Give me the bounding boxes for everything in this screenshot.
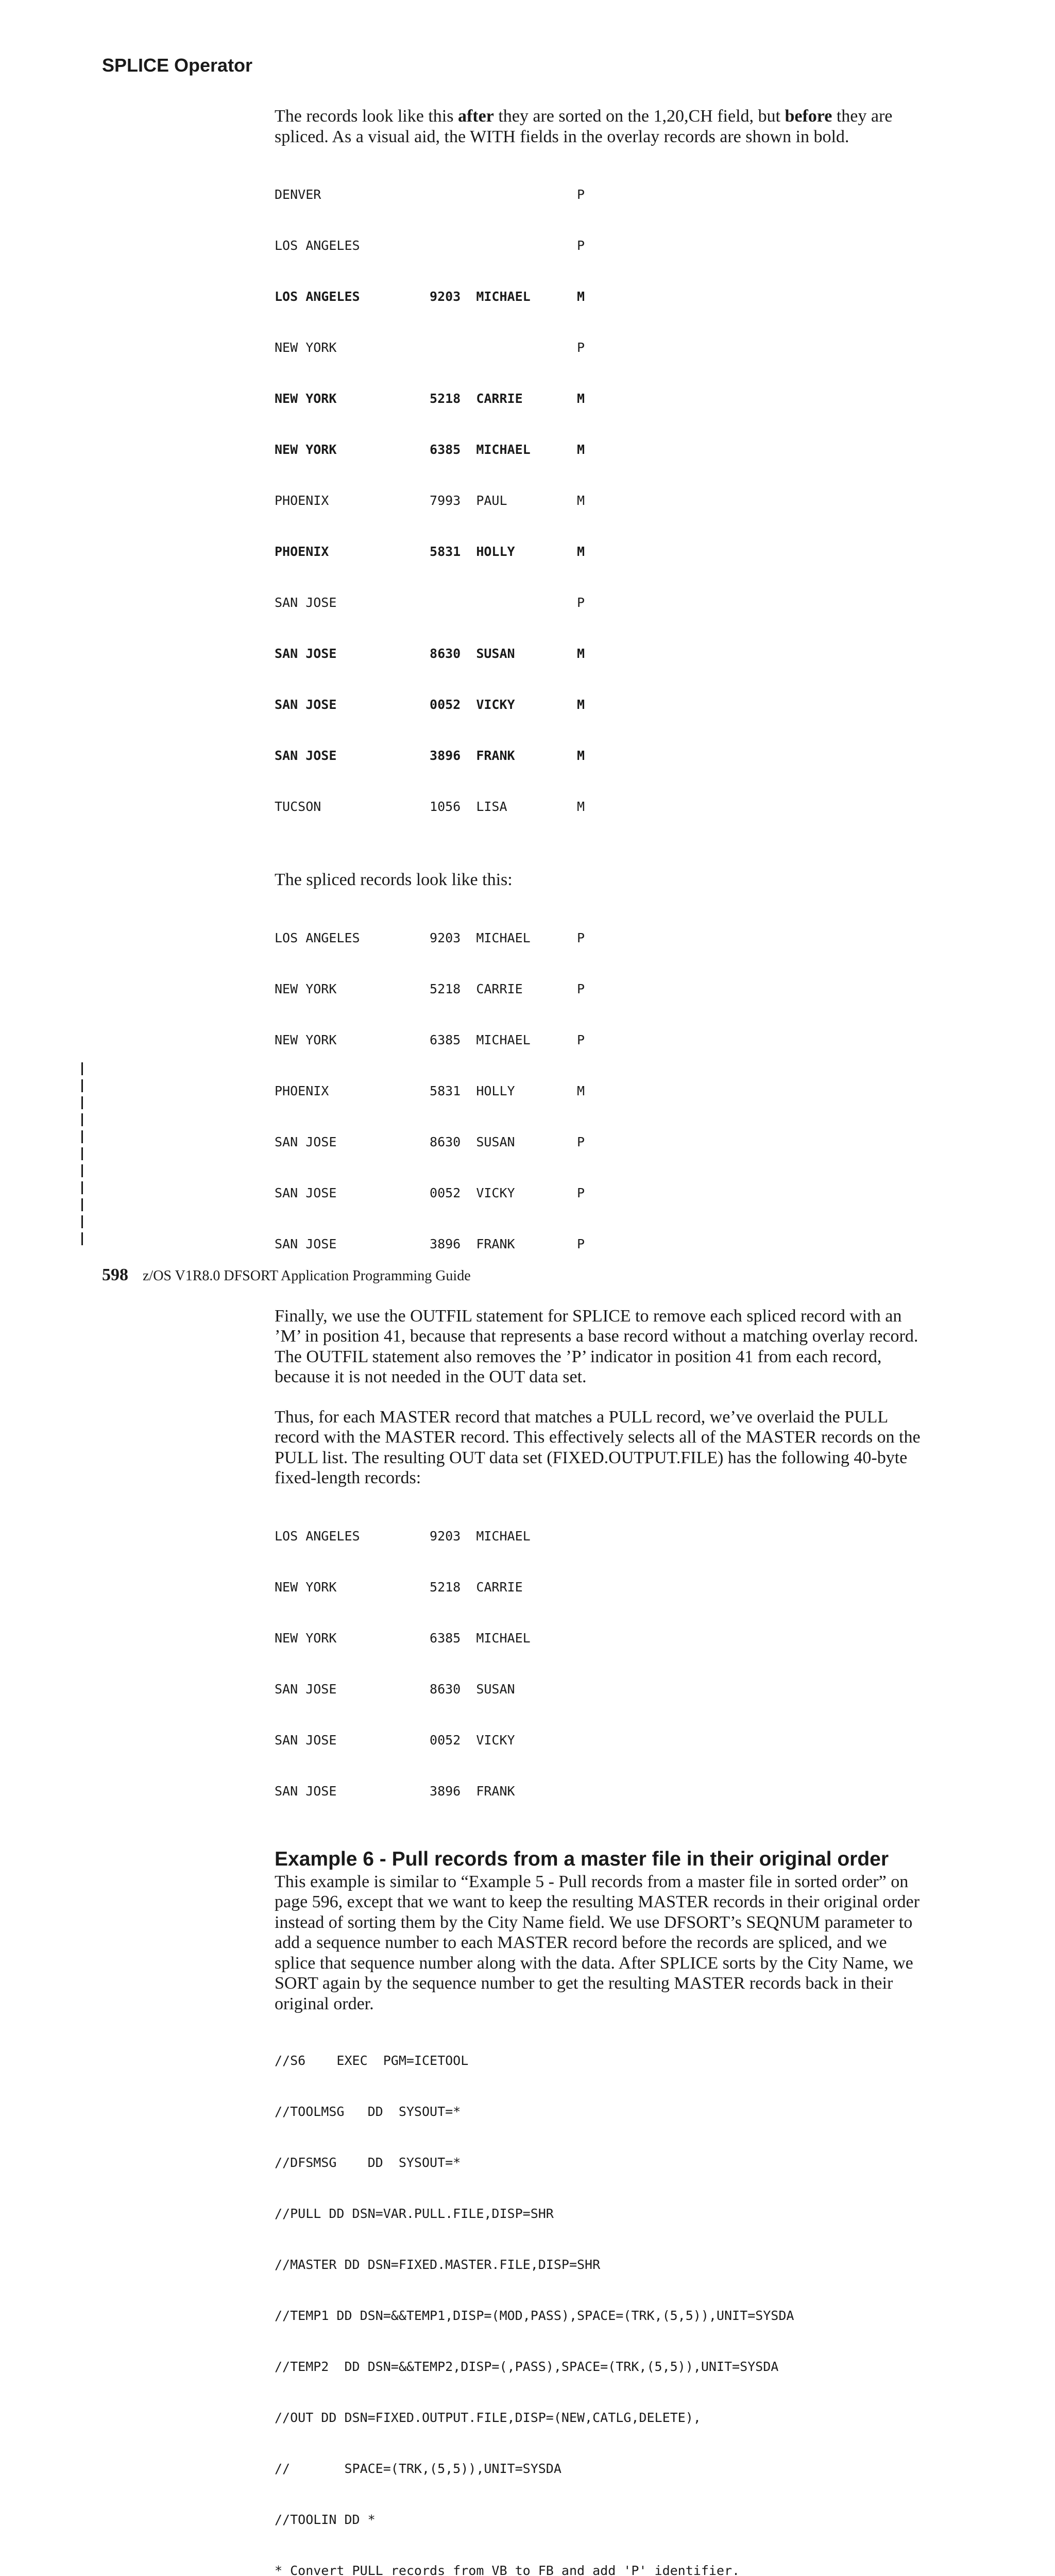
record-line: NEW YORK 6385 MICHAEL P: [275, 1032, 585, 1047]
output-records-listing: [275, 1494, 924, 1834]
change-bar: [81, 1164, 83, 1177]
page-number: 598: [102, 1265, 128, 1284]
record-line: NEW YORK 5218 CARRIE P: [275, 981, 585, 996]
change-bar: [81, 1096, 83, 1109]
record-line: NEW YORK 6385 MICHAEL: [275, 1630, 531, 1646]
record-line: SAN JOSE 3896 FRANK: [275, 1783, 515, 1799]
jcl-line: //DFSMSG DD SYSOUT=*: [275, 2155, 461, 2170]
spliced-records-listing: [275, 895, 924, 1286]
record-line: LOS ANGELES 9203 MICHAEL M: [275, 289, 585, 304]
record-line: TUCSON 1056 LISA M: [275, 799, 585, 814]
change-bar: [81, 1113, 83, 1126]
main-content: [275, 106, 924, 2576]
jcl-line: //TEMP1 DD DSN=&&TEMP1,DISP=(MOD,PASS),SPACE=(TRK,(5,5)),UNIT=SYSDA: [275, 2308, 794, 2323]
change-bar: [81, 1062, 83, 1075]
record-line: NEW YORK P: [275, 340, 585, 355]
change-bars: [81, 1062, 84, 1249]
jcl-line: //TEMP2 DD DSN=&&TEMP2,DISP=(,PASS),SPACE=(TRK,(5,5)),UNIT=SYSDA: [275, 2359, 779, 2374]
jcl-line: * Convert PULL records from VB to FB and add 'P' identifier.: [275, 2563, 740, 2576]
record-line: PHOENIX 7993 PAUL M: [275, 493, 585, 508]
change-bar: [81, 1130, 83, 1143]
record-line: SAN JOSE 3896 FRANK P: [275, 1236, 585, 1251]
record-line: SAN JOSE 0052 VICKY M: [275, 697, 585, 712]
record-line: SAN JOSE 0052 VICKY P: [275, 1185, 585, 1200]
change-bar: [81, 1147, 83, 1160]
record-line: PHOENIX 5831 HOLLY M: [275, 1083, 585, 1098]
sorted-records-listing: [275, 152, 924, 849]
record-line: SAN JOSE 8630 SUSAN: [275, 1681, 515, 1697]
record-line: NEW YORK 6385 MICHAEL M: [275, 442, 585, 457]
intro-bold-after: after: [457, 107, 494, 126]
jcl-line: //OUT DD DSN=FIXED.OUTPUT.FILE,DISP=(NEW,CATLG,DELETE),: [275, 2410, 701, 2425]
intro-text: The records look like this: [275, 107, 458, 126]
record-line: PHOENIX 5831 HOLLY M: [275, 544, 585, 559]
section-header: SPLICE Operator: [102, 55, 253, 76]
page-footer: [102, 1265, 471, 1285]
record-line: NEW YORK 5218 CARRIE M: [275, 391, 585, 406]
change-bar: [81, 1198, 83, 1211]
jcl-line: // SPACE=(TRK,(5,5)),UNIT=SYSDA: [275, 2461, 561, 2476]
example-heading: Example 6 - Pull records from a master file in their original order: [275, 1848, 889, 1870]
record-line: LOS ANGELES 9203 MICHAEL: [275, 1528, 531, 1544]
intro-text: they are sorted on the 1,20,CH field, but: [494, 107, 785, 126]
jcl-line: //TOOLMSG DD SYSOUT=*: [275, 2104, 461, 2119]
record-line: SAN JOSE 8630 SUSAN M: [275, 646, 585, 661]
jcl-line: //PULL DD DSN=VAR.PULL.FILE,DISP=SHR: [275, 2206, 554, 2221]
jcl-line: //TOOLIN DD *: [275, 2512, 376, 2527]
record-line: SAN JOSE P: [275, 595, 585, 610]
record-line: NEW YORK 5218 CARRIE: [275, 1579, 523, 1595]
change-bar: [81, 1079, 83, 1092]
jcl-listing: [275, 2018, 924, 2576]
finally-paragraph: Finally, we use the OUTFIL statement for SPLICE to remove each spliced record with an ’M’ in position 41, because that represents a base record without a matching overlay record. The OUTFIL statement also removes the ’P’ indicator in position 41 from each record, because it is not needed in the OUT data set.: [275, 1306, 918, 1386]
record-line: LOS ANGELES 9203 MICHAEL P: [275, 930, 585, 945]
record-line: SAN JOSE 8630 SUSAN P: [275, 1134, 585, 1149]
spliced-intro: The spliced records look like this:: [275, 870, 513, 889]
intro-text: they are spliced. As a visual aid, the WITH fields in the overlay records are shown in bold.: [275, 107, 893, 146]
record-line: SAN JOSE 3896 FRANK M: [275, 748, 585, 763]
book-title: z/OS V1R8.0 DFSORT Application Programming Guide: [143, 1268, 471, 1284]
thus-paragraph: Thus, for each MASTER record that matches a PULL record, we’ve overlaid the PULL record with the MASTER record. This effectively selects all of the MASTER records on the PULL list. The resulting OUT data set (FIXED.OUTPUT.FILE) has the following 40-byte fixed-length records:: [275, 1407, 921, 1487]
intro-paragraph: [275, 106, 924, 147]
change-bar: [81, 1215, 83, 1228]
change-bar: [81, 1232, 83, 1245]
example-paragraph: This example is similar to “Example 5 - Pull records from a master file in sorted order” on page 596, except that we want to keep the resulting MASTER records in their original order instead of sorting them by the City Name field. We use DFSORT’s SEQNUM parameter to add a sequence number to each MASTER record before the records are spliced, and we splice that sequence number along with the data. After SPLICE sorts by the City Name, we SORT again by the sequence number to get the resulting MASTER records back in their original order.: [275, 1872, 920, 2013]
record-line: LOS ANGELES P: [275, 238, 585, 253]
intro-bold-before: before: [785, 107, 832, 126]
change-bar: [81, 1181, 83, 1194]
record-line: DENVER P: [275, 187, 585, 202]
record-line: SAN JOSE 0052 VICKY: [275, 1732, 515, 1748]
jcl-line: //S6 EXEC PGM=ICETOOL: [275, 2053, 469, 2068]
jcl-line: //MASTER DD DSN=FIXED.MASTER.FILE,DISP=SHR: [275, 2257, 601, 2272]
